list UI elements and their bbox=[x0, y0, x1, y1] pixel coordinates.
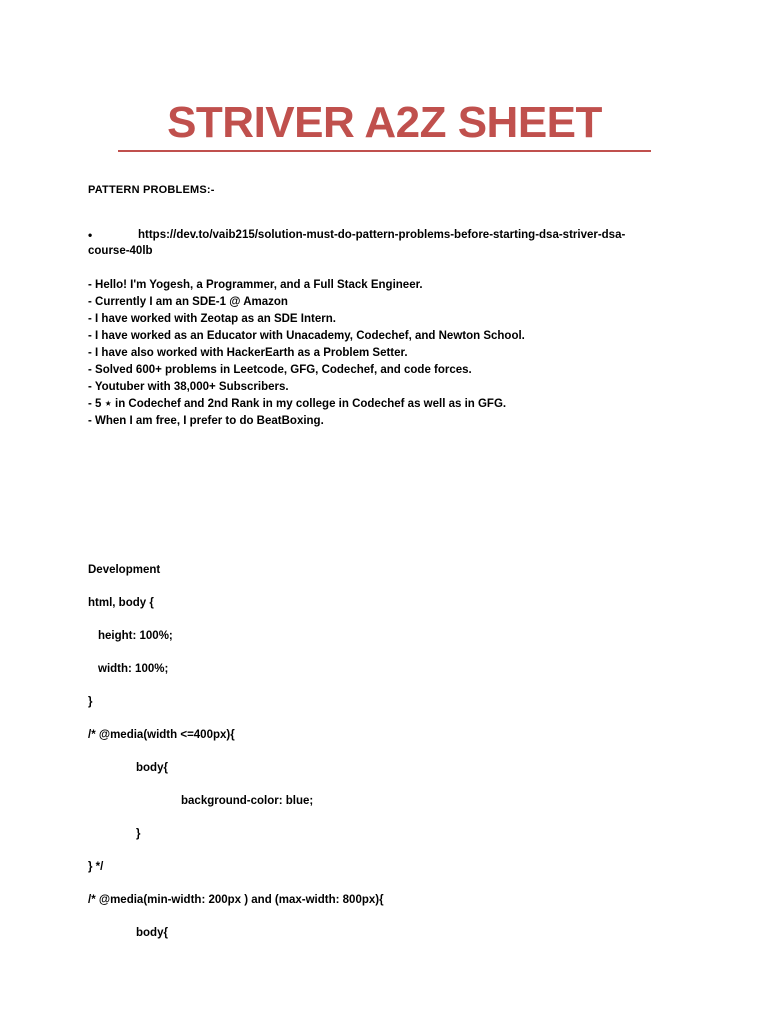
code-line: body{ bbox=[136, 927, 168, 939]
code-line: height: 100%; bbox=[98, 630, 173, 642]
bio-line: - Youtuber with 38,000+ Subscribers. bbox=[88, 381, 289, 393]
bio-line: - I have also worked with HackerEarth as a Problem Setter. bbox=[88, 347, 408, 359]
bio-line: - 5 ⋆ in Codechef and 2nd Rank in my college in Codechef as well as in GFG. bbox=[88, 398, 507, 410]
code-section-heading: Development bbox=[88, 564, 161, 576]
bullet-dot-icon: • bbox=[88, 228, 93, 242]
code-line: /* @media(min-width: 200px ) and (max-width: 800px){ bbox=[88, 894, 384, 906]
code-line: } bbox=[88, 696, 93, 708]
section-heading-pattern-problems: PATTERN PROBLEMS:- bbox=[88, 184, 215, 196]
pattern-problems-link[interactable]: https://dev.to/vaib215/solution-must-do-pattern-problems-before-starting-dsa-striver-dsa- bbox=[138, 229, 626, 241]
code-line: width: 100%; bbox=[98, 663, 169, 675]
code-line: } bbox=[136, 828, 141, 840]
code-section bbox=[88, 554, 708, 950]
title-underline-rule bbox=[118, 150, 651, 152]
bio-line: - Solved 600+ problems in Leetcode, GFG, Codechef, and code forces. bbox=[88, 364, 472, 376]
bio-line: - I have worked as an Educator with Unacademy, Codechef, and Newton School. bbox=[88, 330, 525, 342]
code-line: background-color: blue; bbox=[181, 795, 314, 807]
bio-line: - When I am free, I prefer to do BeatBoxing. bbox=[88, 415, 324, 427]
bio-line: - I have worked with Zeotap as an SDE Intern. bbox=[88, 313, 336, 325]
bio-line: - Currently I am an SDE-1 @ Amazon bbox=[88, 296, 288, 308]
code-line: html, body { bbox=[88, 597, 154, 609]
code-line: body{ bbox=[136, 762, 168, 774]
page-title: STRIVER A2Z SHEET bbox=[167, 98, 602, 147]
bio-line: - Hello! I'm Yogesh, a Programmer, and a Full Stack Engineer. bbox=[88, 279, 423, 291]
bio-paragraph-block bbox=[88, 277, 688, 430]
code-line: /* @media(width <=400px){ bbox=[88, 729, 235, 741]
code-line: } */ bbox=[88, 861, 104, 873]
bullet-list-item bbox=[88, 225, 658, 246]
pattern-problems-link-wrap[interactable]: course-40lb bbox=[88, 245, 153, 257]
